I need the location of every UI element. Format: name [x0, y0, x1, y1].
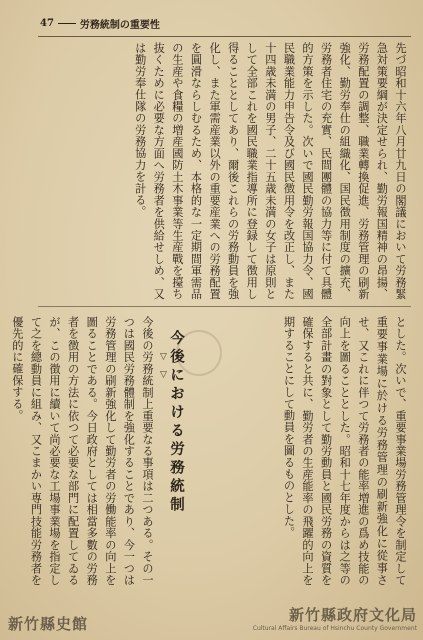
section-heading: 今後における労務統制 — [168, 330, 185, 515]
left-bottom-text-block: 今後の労務統制上重要なる事項は二つある。その一つは國民労務體制を強化することであり、今一つは労務管理の刷新強化して勤労者の労働能率の向上を圖ることである。今日政府としては相當多數の労務者を徴用の方法に依つて必要な部門に配置してゐるが、この徴用に續いて尚必要な工場事業場を指定して之を總動員に組み、又こまかい専門技能労務者を優先的に確保する。 — [10, 316, 154, 586]
header-rule — [38, 36, 411, 37]
watermark-en: Cultural Affairs Bureau of Hsinchu County Government — [252, 625, 417, 632]
running-title: 労務統制の重要性 — [79, 20, 160, 31]
top-text-block: 先づ昭和十六年八月廿九日の閣議において労務緊急対策要綱が決定せられ、勤労報国精神の昂揚、労務配置の調整、職業轉換促進、労務管理の刷新強化、勤労奉仕の組織化、国民徴用制度の擴充、労務者住宅の充實、民間團體の協力等に付て具體的方策を示した。次いで國民勤労報国協力令、國民職業能力申告令及び國民徴用令を改正し、また十四歳未満の男子、二十五歳未満の女子は原則として全部これを國民職業指導所に登録して徴用し得ることとしてあり、爾後これらの労務動員を強化し、また軍需産業以外の重要産業への労務配置を圓滑ならしむるため、本格的な一定期間軍需品の生産や食糧の増産國防土木事業等生産戰を擡ち抜くために必要な方面へ労務者を供給せしめ、又は勤労奉仕隊の労務協力を計る。 — [133, 42, 407, 300]
section-divider — [38, 306, 411, 307]
page-number: 47 — [40, 18, 54, 29]
header-dash — [58, 23, 76, 24]
section-triangle-marks — [160, 352, 167, 380]
archive-watermark-right — [253, 604, 417, 632]
archive-watermark-left: 新竹縣史館 — [8, 615, 89, 633]
triangle-mark-icon: ▽ — [160, 352, 167, 362]
watermark-cn: 新竹縣政府文化局 — [288, 606, 417, 624]
right-bottom-text-block: とした。次いで、重要事業場労務管理令を制定して重要事業場に於ける労務管理の刷新強化に從事させ、又これに伴つて労務者の能率増進の爲め技能の向上を圖ることとした。昭和十七年度からは之等の全部計畫の對象として勤労動員と國民労務の資質を確保すると共に、勤労者の生産能率の飛躍的向上を期することにして動員を圖るものとした。 — [282, 316, 407, 586]
page-header — [40, 16, 160, 31]
triangle-mark-icon: ▽ — [160, 370, 167, 380]
